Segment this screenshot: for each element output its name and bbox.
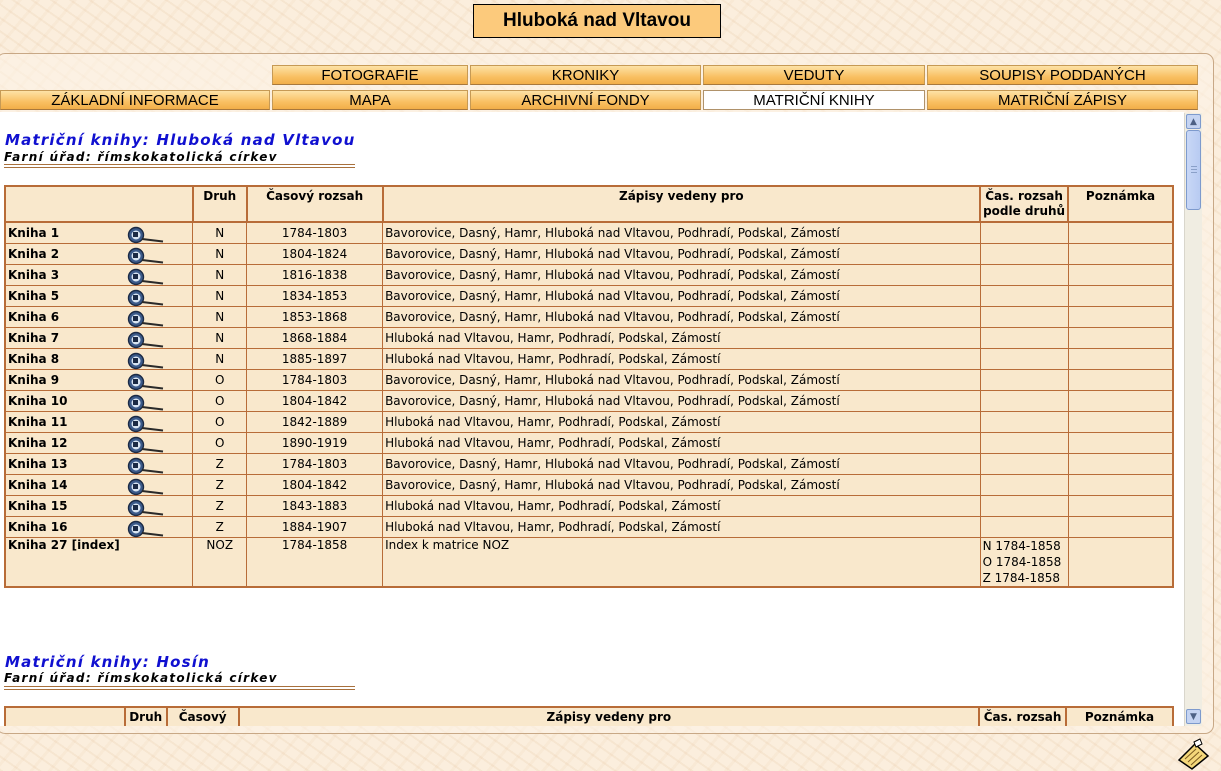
book-label: Kniha 6 [8,309,60,324]
book-poznamka [1068,285,1173,306]
book-zapisy: Bavorovice, Dasný, Hamr, Hluboká nad Vltavou, Podhradí, Podskal, Zámostí [383,285,981,306]
magnifier-scan-icon[interactable] [127,478,165,496]
magnifier-scan-icon[interactable] [127,373,165,391]
book-zapisy: Hluboká nad Vltavou, Hamr, Podhradí, Podskal, Zámostí [383,432,981,453]
book-druh: Z [193,474,247,495]
section-title: Matriční knihy: Hluboká nad Vltavou [5,131,356,149]
book-label: Kniha 14 [8,477,68,492]
book-cas-druhy [980,411,1068,432]
header-kniha [5,186,193,222]
book-label: Kniha 10 [8,393,68,408]
header-cas-rozsah-line2: podle druhů [983,204,1066,218]
book-name [5,285,193,306]
book-cas-druhy [980,327,1068,348]
book-rozsah: 1804-1842 [247,390,383,411]
vertical-scrollbar[interactable] [1184,113,1202,726]
book-label: Kniha 3 [8,267,60,282]
table-row [5,348,1173,369]
header-casovy-rozsah: Časový rozsah [247,186,383,222]
book-name [5,474,193,495]
book-druh: N [193,348,247,369]
magnifier-scan-icon[interactable] [127,499,165,517]
book-name: Kniha 27 [index] [5,537,193,587]
book-rozsah: 1804-1842 [247,474,383,495]
book-label: Kniha 16 [8,519,68,534]
book-poznamka [1068,306,1173,327]
table-row [5,222,1173,243]
book-name [5,453,193,474]
book-rozsah: 1784-1803 [247,222,383,243]
table-row [5,411,1173,432]
book-poznamka [1068,390,1173,411]
divider [4,686,355,687]
main-content [0,112,1184,726]
book-label: Kniha 9 [8,372,60,387]
tab-matricni-knihy[interactable]: MATRIČNÍ KNIHY [703,90,925,110]
header-kniha [5,707,125,726]
book-rozsah: 1885-1897 [247,348,383,369]
book-druh: N [193,264,247,285]
book-poznamka [1068,264,1173,285]
header-druh: Druh [193,186,247,222]
book-druh: N [193,243,247,264]
header-poznamka: Poznámka [1066,707,1173,726]
magnifier-scan-icon[interactable] [127,352,165,370]
book-cas-druhy [980,516,1068,537]
magnifier-scan-icon[interactable] [127,310,165,328]
book-rozsah: 1853-1868 [247,306,383,327]
book-poznamka [1068,495,1173,516]
book-cas-druhy [980,285,1068,306]
divider [4,167,355,168]
scroll-down-button[interactable]: ▼ [1186,709,1201,724]
section-subtitle-hosin: Farní úřad: římskokatolická církev [4,671,278,685]
book-zapisy: Bavorovice, Dasný, Hamr, Hluboká nad Vltavou, Podhradí, Podskal, Zámostí [383,306,981,327]
book-zapisy: Bavorovice, Dasný, Hamr, Hluboká nad Vltavou, Podhradí, Podskal, Zámostí [383,264,981,285]
book-poznamka [1068,222,1173,243]
book-druh: O [193,369,247,390]
scroll-up-button[interactable]: ▲ [1186,114,1201,129]
book-cas-druhy [980,474,1068,495]
tab-soupisy-poddanych[interactable]: SOUPISY PODDANÝCH [927,65,1198,85]
book-poznamka [1068,348,1173,369]
book-zapisy: Bavorovice, Dasný, Hamr, Hluboká nad Vltavou, Podhradí, Podskal, Zámostí [383,369,981,390]
book-name [5,495,193,516]
book-rozsah: 1884-1907 [247,516,383,537]
book-zapisy: Hluboká nad Vltavou, Hamr, Podhradí, Podskal, Zámostí [383,348,981,369]
book-name [5,432,193,453]
table-row [5,369,1173,390]
book-rozsah: 1784-1858 [247,537,383,587]
header-casovy: Časový [167,707,239,726]
book-name [5,516,193,537]
book-cas-druhy [980,537,1068,587]
book-cas-druhy [980,495,1068,516]
tab-veduty[interactable]: VEDUTY [703,65,925,85]
book-rozsah: 1784-1803 [247,369,383,390]
magnifier-scan-icon[interactable] [127,331,165,349]
book-druh: N [193,306,247,327]
book-zapisy: Hluboká nad Vltavou, Hamr, Podhradí, Podskal, Zámostí [383,327,981,348]
tab-matricni-zapisy[interactable]: MATRIČNÍ ZÁPISY [927,90,1198,110]
book-druh: N [193,285,247,306]
header-poznamka: Poznámka [1068,186,1173,222]
book-name [5,306,193,327]
divider [4,164,355,165]
book-zapisy: Hluboká nad Vltavou, Hamr, Podhradí, Podskal, Zámostí [383,411,981,432]
scroll-thumb[interactable] [1186,130,1201,210]
book-druh: N [193,327,247,348]
header-cas-rozsah-druhu [980,186,1068,222]
header-zapisy: Zápisy vedeny pro [239,707,979,726]
index-row [5,537,1173,587]
book-label: Kniha 5 [8,288,60,303]
book-name [5,390,193,411]
book-name [5,348,193,369]
section-title-hosin: Matriční knihy: Hosín [5,653,210,671]
book-poznamka [1068,243,1173,264]
book-label: Kniha 7 [8,330,60,345]
book-cas-druhy [980,306,1068,327]
table-row [5,285,1173,306]
book-poznamka [1068,411,1173,432]
table-row [5,390,1173,411]
book-cas-druhy [980,432,1068,453]
book-label: Kniha 13 [8,456,68,471]
book-cas-druhy [980,222,1068,243]
book-druh: O [193,432,247,453]
register-table [4,185,1174,588]
book-label: Kniha 2 [8,246,60,261]
tab-fotografie[interactable]: FOTOGRAFIE [272,65,468,85]
book-cas-druhy [980,348,1068,369]
book-poznamka [1068,537,1173,587]
book-zapisy: Bavorovice, Dasný, Hamr, Hluboká nad Vltavou, Podhradí, Podskal, Zámostí [383,243,981,264]
book-rozsah: 1784-1803 [247,453,383,474]
table-row [5,306,1173,327]
book-name [5,327,193,348]
book-druh: O [193,411,247,432]
book-zapisy: Hluboká nad Vltavou, Hamr, Podhradí, Podskal, Zámostí [383,516,981,537]
book-zapisy: Index k matrice NOZ [383,537,981,587]
tab-archivni-fondy[interactable]: ARCHIVNÍ FONDY [470,90,701,110]
book-zapisy: Hluboká nad Vltavou, Hamr, Podhradí, Podskal, Zámostí [383,495,981,516]
book-cas-druhy [980,390,1068,411]
book-cas-druhy [980,243,1068,264]
book-name [5,222,193,243]
book-druh: Z [193,453,247,474]
magnifier-scan-icon[interactable] [127,457,165,475]
book-rozsah: 1834-1853 [247,285,383,306]
tab-kroniky[interactable]: KRONIKY [470,65,701,85]
magnifier-scan-icon[interactable] [127,394,165,412]
register-table-hosin [4,706,1174,726]
page-title: Hluboká nad Vltavou [473,4,721,38]
magnifier-scan-icon[interactable] [127,415,165,433]
table-row [5,243,1173,264]
table-row [5,453,1173,474]
header-druh: Druh [125,707,167,726]
cas-z: Z 1784-1858 [982,570,1061,585]
table-row [5,495,1173,516]
tab-mapa[interactable]: MAPA [272,90,468,110]
book-druh: O [193,390,247,411]
book-poznamka [1068,327,1173,348]
tab-zakladni-informace[interactable]: ZÁKLADNÍ INFORMACE [0,90,270,110]
book-rozsah: 1843-1883 [247,495,383,516]
book-rozsah: 1868-1884 [247,327,383,348]
table-row [5,327,1173,348]
magnifier-scan-icon[interactable] [127,436,165,454]
book-poznamka [1068,369,1173,390]
book-label: Kniha 15 [8,498,68,513]
book-cas-druhy [980,453,1068,474]
magnifier-scan-icon[interactable] [127,247,165,265]
section-subtitle: Farní úřad: římskokatolická církev [4,150,278,164]
book-druh: NOZ [193,537,247,587]
magnifier-scan-icon[interactable] [127,226,165,244]
book-zapisy: Bavorovice, Dasný, Hamr, Hluboká nad Vltavou, Podhradí, Podskal, Zámostí [383,453,981,474]
table-row [5,516,1173,537]
book-poznamka [1068,516,1173,537]
book-poznamka [1068,453,1173,474]
book-poznamka [1068,474,1173,495]
magnifier-scan-icon[interactable] [127,289,165,307]
table-row [5,432,1173,453]
book-rozsah: 1816-1838 [247,264,383,285]
book-name [5,264,193,285]
book-druh: N [193,222,247,243]
magnifier-scan-icon[interactable] [127,520,165,538]
book-cas-druhy [980,264,1068,285]
header-cas-rozsah: Čas. rozsah [979,707,1066,726]
book-label: Kniha 12 [8,435,68,450]
table-row [5,474,1173,495]
book-zapisy: Bavorovice, Dasný, Hamr, Hluboká nad Vltavou, Podhradí, Podskal, Zámostí [383,390,981,411]
book-druh: Z [193,516,247,537]
edit-page-icon[interactable] [1175,738,1211,770]
magnifier-scan-icon[interactable] [127,268,165,286]
table-row [5,264,1173,285]
book-label: Kniha 1 [8,225,60,240]
header-zapisy: Zápisy vedeny pro [383,186,981,222]
book-label: Kniha 11 [8,414,68,429]
book-name [5,369,193,390]
divider [4,689,355,690]
book-poznamka [1068,432,1173,453]
book-zapisy: Bavorovice, Dasný, Hamr, Hluboká nad Vltavou, Podhradí, Podskal, Zámostí [383,474,981,495]
book-rozsah: 1890-1919 [247,432,383,453]
header-cas-rozsah-line1: Čas. rozsah [985,189,1063,203]
book-rozsah: 1804-1824 [247,243,383,264]
book-name [5,411,193,432]
book-zapisy: Bavorovice, Dasný, Hamr, Hluboká nad Vltavou, Podhradí, Podskal, Zámostí [383,222,981,243]
cas-o: O 1784-1858 [982,554,1062,569]
book-druh: Z [193,495,247,516]
book-label: Kniha 8 [8,351,60,366]
book-rozsah: 1842-1889 [247,411,383,432]
book-cas-druhy [980,369,1068,390]
book-name [5,243,193,264]
cas-n: N 1784-1858 [982,538,1061,553]
